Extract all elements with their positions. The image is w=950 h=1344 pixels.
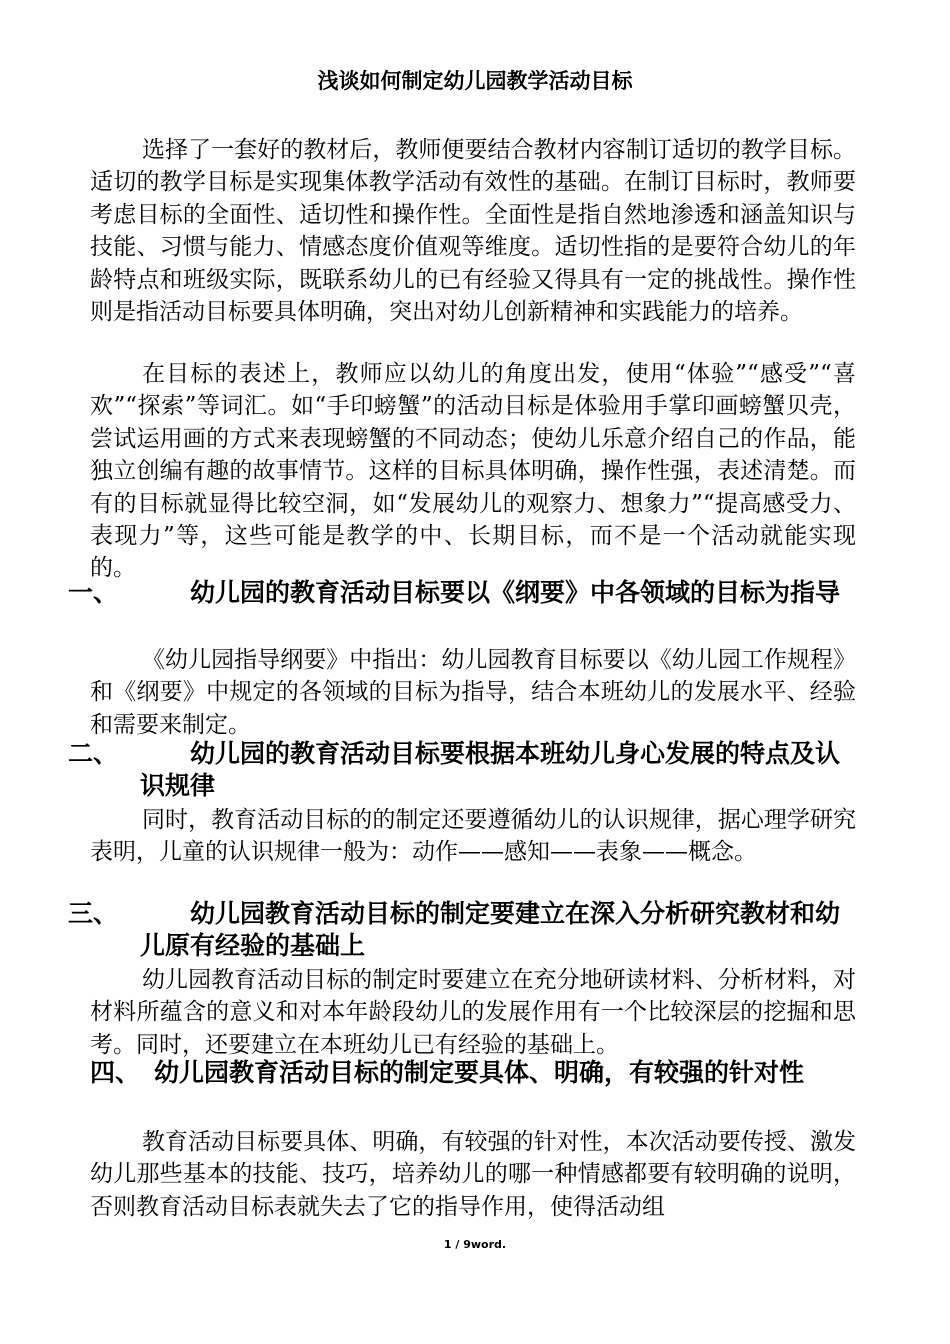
section-3-heading bbox=[68, 898, 856, 962]
section-2-heading bbox=[68, 738, 856, 802]
section-3-body: 幼儿园教育活动目标的制定时要建立在充分地研读材料、分析材料，对材料所蕴含的意义和对本年龄段幼儿的发展作用有一个比较深层的挖掘和思考。同时，还要建立在本班幼儿已有经验的基础上。 bbox=[90, 967, 856, 1058]
section-1-title: 幼儿园的教育活动目标要以《纲要》中各领域的目标为指导 bbox=[190, 578, 841, 607]
intro-paragraph-1: 选择了一套好的教材后，教师便要结合教材内容制订适切的教学目标。适切的教学目标是实现集体教学活动有效性的基础。在制订目标时，教师要考虑目标的全面性、适切性和操作性。全面性是指自然地渗透和涵盖知识与技能、习惯与能力、情感态度价值观等维度。适切性指的是要符合幼儿的年龄特点和班级实际，既联系幼儿的已有经验又得具有一定的挑战性。操作性则是指活动目标要具体明确，突出对幼儿创新精神和实践能力的培养。 bbox=[90, 137, 856, 326]
section-1-body: 《幼儿园指导纲要》中指出：幼儿园教育目标要以《幼儿园工作规程》和《纲要》中规定的各领域的目标为指导，结合本班幼儿的发展水平、经验和需要来制定。 bbox=[90, 647, 856, 738]
section-4-title: 幼儿园教育活动目标的制定要具体、明确，有较强的针对性 bbox=[154, 1058, 805, 1087]
section-4-heading bbox=[90, 1057, 856, 1089]
section-3-title: 幼儿园教育活动目标的制定要建立在深入分析研究教材和幼儿原有经验的基础上 bbox=[140, 899, 841, 960]
section-4-body: 教育活动目标要具体、明确，有较强的针对性，本次活动要传授、激发幼儿那些基本的技能、技巧，培养幼儿的哪一种情感都要有较明确的说明，否则教育活动目标表就失去了它的指导作用，使得活动组 bbox=[90, 1129, 856, 1220]
section-4-number: 四、 bbox=[90, 1058, 141, 1087]
section-1-number: 一、 bbox=[68, 578, 119, 607]
page-footer: 1 / 9word. bbox=[443, 1238, 507, 1251]
section-2-number: 二、 bbox=[68, 739, 119, 768]
section-3-number: 三、 bbox=[68, 899, 119, 928]
document-title: 浅谈如何制定幼儿园教学活动目标 bbox=[317, 69, 633, 93]
section-2-title: 幼儿园的教育活动目标要根据本班幼儿身心发展的特点及认识规律 bbox=[140, 739, 841, 800]
section-1-heading bbox=[68, 577, 856, 609]
section-2-body: 同时，教育活动目标的的制定还要遵循幼儿的认识规律，据心理学研究表明，儿童的认识规律一般为：动作——感知——表象——概念。 bbox=[90, 807, 856, 866]
intro-paragraph-2: 在目标的表述上，教师应以幼儿的角度出发，使用“体验”“感受”“喜欢”“探索”等词汇。如“手印螃蟹”的活动目标是体验用手掌印画螃蟹贝壳，尝试运用画的方式来表现螃蟹的不同动态；使幼儿乐意介绍自己的作品，能独立创编有趣的故事情节。这样的目标具体明确，操作性强，表述清楚。而有的目标就显得比较空洞，如“发展幼儿的观察力、想象力”“提高感受力、表现力”等，这些可能是教学的中、长期目标，而不是一个活动就能实现的。 bbox=[90, 361, 856, 582]
